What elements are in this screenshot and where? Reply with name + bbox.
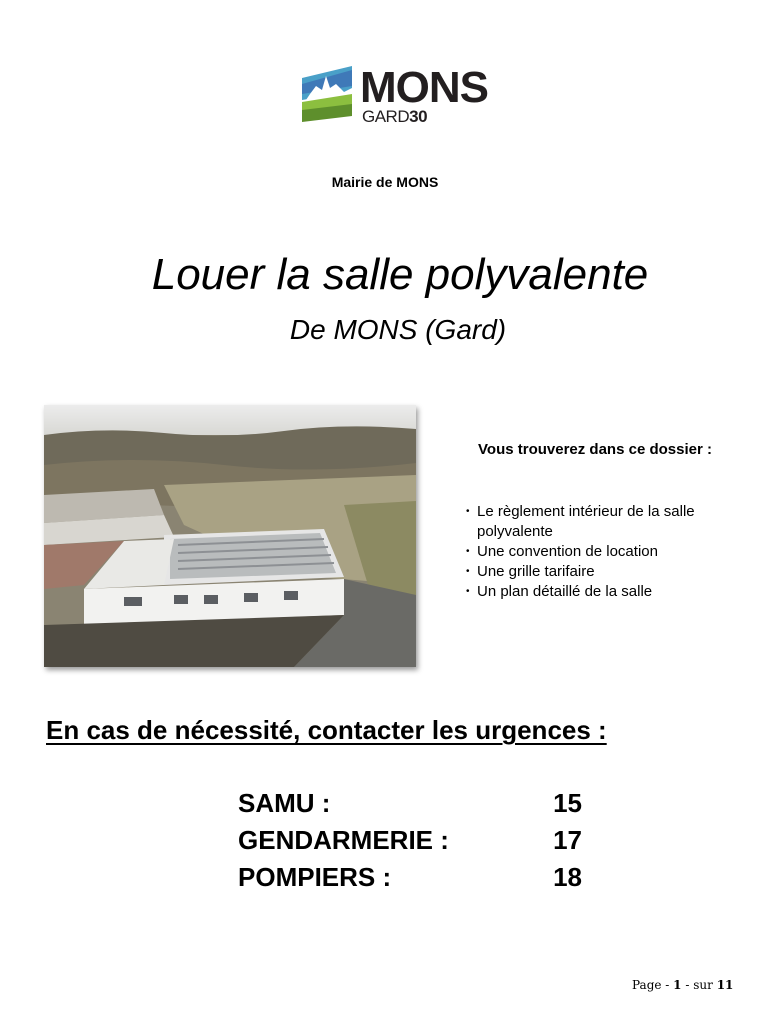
contact-number: 15	[553, 788, 582, 818]
document-subtitle: De MONS (Gard)	[289, 314, 507, 345]
contact-number: 18	[553, 862, 582, 892]
list-item: • Une grille tarifaire	[464, 562, 714, 582]
mons-logo	[296, 64, 512, 126]
emergency-heading: En cas de nécessité, contacter les urgences :	[46, 715, 607, 745]
contact-gendarmerie	[238, 822, 598, 859]
contact-name: GENDARMERIE :	[238, 825, 449, 855]
list-item: • Une convention de location	[464, 542, 714, 562]
contact-name: POMPIERS :	[238, 862, 392, 892]
logo-wordmark: MONS	[360, 63, 488, 112]
dossier-title: Vous trouverez dans ce dossier :	[478, 441, 712, 458]
contact-name: SAMU :	[238, 788, 331, 818]
page-number: Page - 1 - sur 11	[632, 978, 734, 992]
list-item: • Le règlement intérieur de la salle polyvalente	[464, 502, 714, 542]
mons-emblem-icon	[296, 64, 354, 124]
contact-samu	[238, 785, 598, 822]
contact-number: 17	[553, 825, 582, 855]
logo-region: GARD30	[362, 107, 428, 126]
building-photo-icon	[44, 405, 416, 667]
emergency-contacts	[238, 785, 598, 896]
aerial-photo	[44, 405, 416, 667]
organization-name: Mairie de MONS	[331, 174, 439, 190]
dossier-list	[464, 502, 714, 602]
document-title: Louer la salle polyvalente	[151, 250, 649, 299]
list-item: • Un plan détaillé de la salle	[464, 582, 714, 602]
contact-pompiers	[238, 859, 598, 896]
